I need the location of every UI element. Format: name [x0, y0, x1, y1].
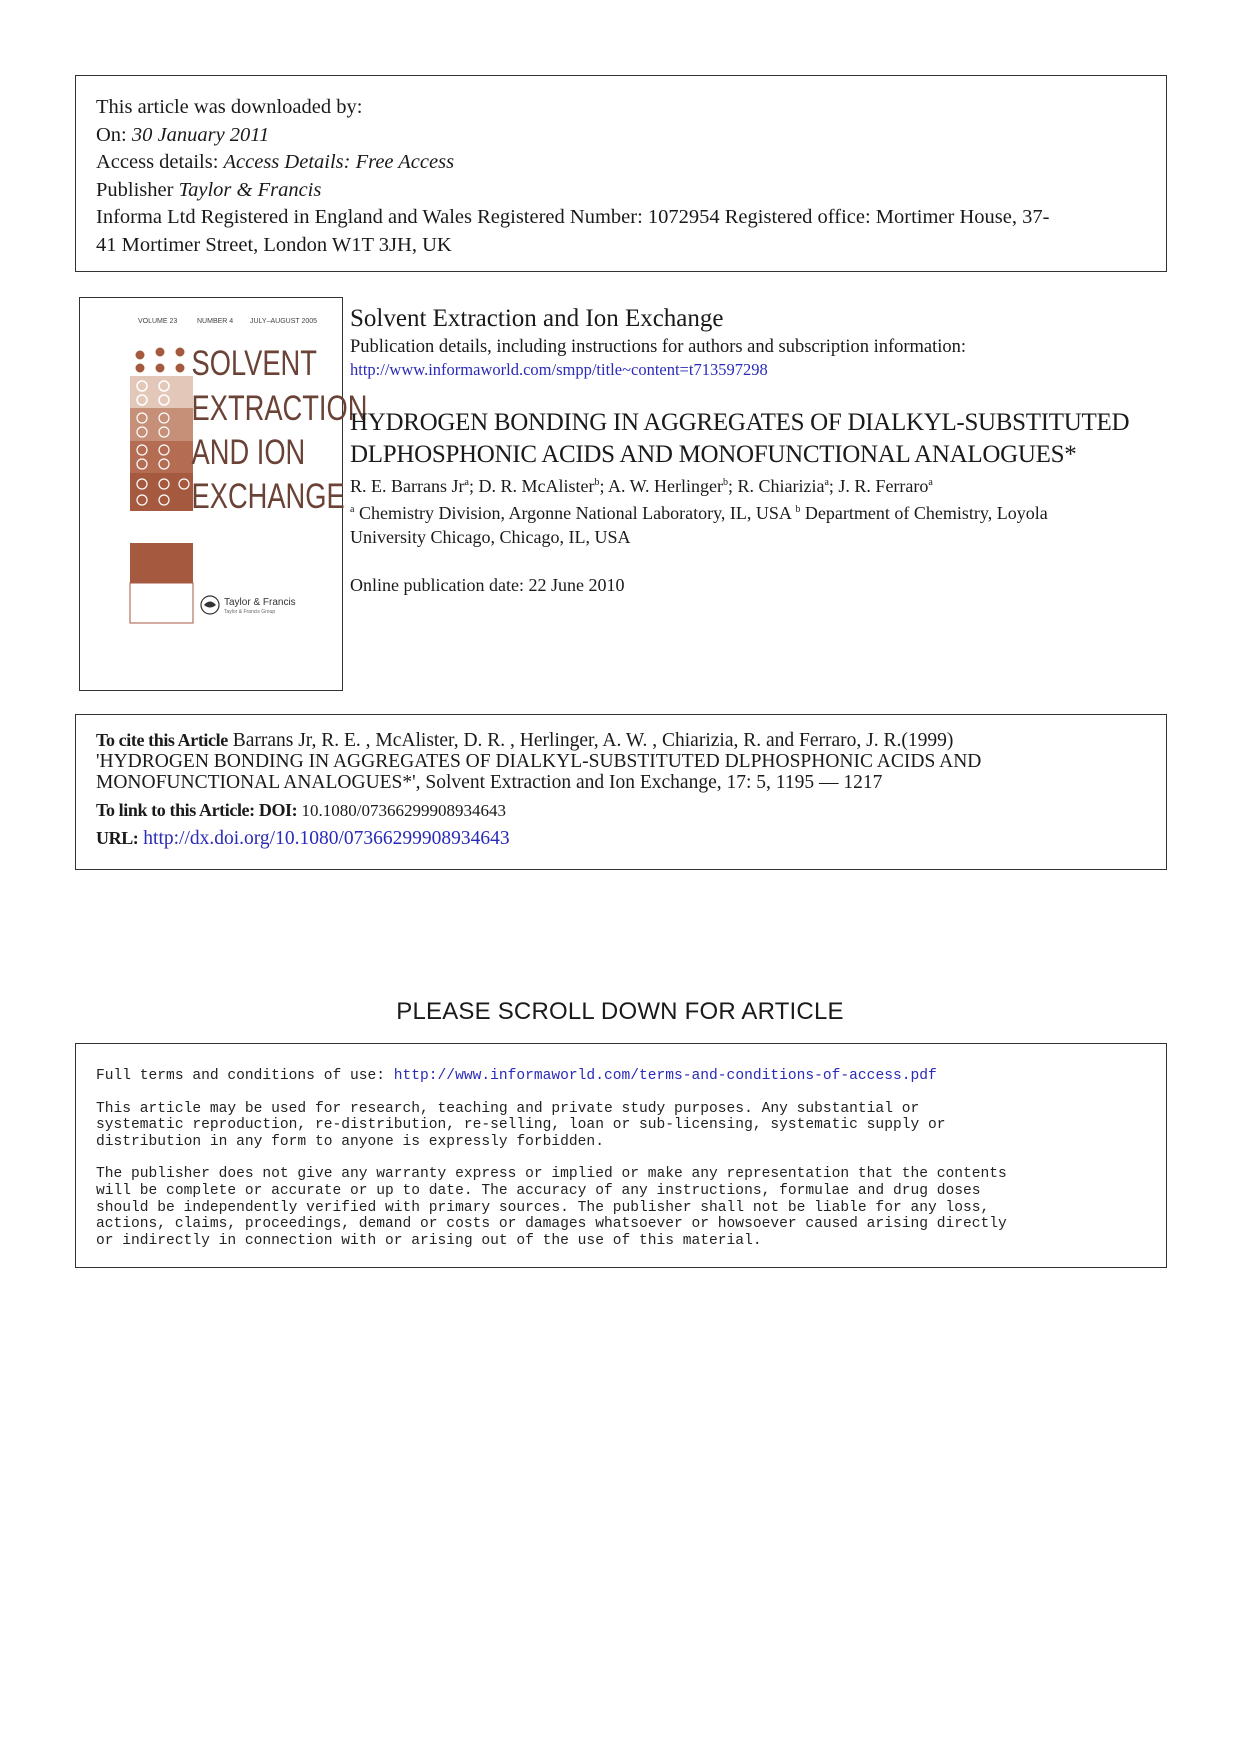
access-details-line: Access details: Access Details: Free Access: [96, 151, 455, 173]
cover-title-line-2: EXTRACTION: [191, 388, 368, 428]
terms-paragraph-2: The publisher does not give any warranty express or implied or make any representation that the contents will be complete or accurate or up to date. The accuracy of any instructions, formulae and drug doses should be independently verified with primary sources. The publisher shall not be liable for any loss, actions, claims, proceedings, demand or costs or damages whatsoever or howsoever caused arising directly or indirectly in connection with or arising out of the use of this material.: [96, 1166, 1007, 1249]
affiliation-b: Department of Chemistry, Loyola: [800, 503, 1048, 523]
article-title: [350, 407, 1170, 471]
download-date-line: On: 30 January 2011: [96, 123, 270, 146]
registration-line-1: Informa Ltd Registered in England and Wales Registered Number: 1072954 Registered office: Mortimer House, 37-: [96, 206, 1050, 228]
cite-text-line-2: 'HYDROGEN BONDING IN AGGREGATES OF DIALKYL-SUBSTITUTED DLPHOSPHONIC ACIDS AND: [96, 751, 982, 772]
author: D. R. McAlister: [478, 476, 595, 496]
author: R. E. Barrans Jr: [350, 476, 465, 496]
terms-paragraph-1: This article may be used for research, teaching and private study purposes. Any substantial or systematic reproduction, re-distribution, re-selling, loan or sub-licensing, systematic supply or distribution in any form to anyone is expressly forbidden.: [96, 1100, 946, 1150]
cite-text-line-3: MONOFUNCTIONAL ANALOGUES*', Solvent Extraction and Ion Exchange, 17: 5, 1195 — 1217: [96, 772, 883, 793]
article-title-line-1: HYDROGEN BONDING IN AGGREGATES OF DIALKYL-SUBSTITUTED: [350, 409, 1130, 436]
journal-cover-image: [79, 297, 368, 691]
affiliations: $^a$ Chemistry Division, Argonne National Laboratory, IL, USA $^b$ Department of Chemistry, Loyola University Chicago, Chicago, IL, USA: [350, 498, 1170, 549]
cover-issue-date: JULY–AUGUST 2005: [250, 318, 318, 325]
cover-publisher-logo-text: Taylor & Francis: [224, 597, 296, 608]
author: J. R. Ferraro: [838, 476, 929, 496]
terms-url-link[interactable]: http://www.informaworld.com/terms-and-conditions-of-access.pdf: [393, 1068, 937, 1084]
online-publication-date: Online publication date: 22 June 2010: [350, 575, 625, 595]
cover-number: NUMBER 4: [197, 318, 234, 325]
doi-line: [96, 800, 1146, 821]
downloaded-by-line: This article was downloaded by:: [96, 96, 363, 118]
cover-volume: VOLUME 23: [138, 318, 178, 325]
doi-url-link[interactable]: http://dx.doi.org/10.1080/07366299908934643: [143, 828, 510, 849]
article-title-line-2: DLPHOSPHONIC ACIDS AND MONOFUNCTIONAL ANALOGUES*: [350, 441, 1077, 468]
registration-line-2: 41 Mortimer Street, London W1T 3JH, UK: [96, 233, 452, 256]
author-list: R. E. Barrans Jr$^a$; D. R. McAlister$^b$; A. W. Herlinger$^b$; R. Chiarizia$^a$; J. R. Ferraro$^a$: [350, 476, 933, 496]
cite-text-line-1: To cite this Article Barrans Jr, R. E. , McAlister, D. R. , Herlinger, A. W. , Chiarizia, R. and Ferraro, J. R.(1999): [96, 730, 954, 751]
publisher-line: Publisher Taylor & Francis: [96, 178, 322, 201]
cite-label: To cite this Article: [96, 730, 228, 750]
cover-title-line-1: SOLVENT: [191, 343, 317, 383]
citation-box: [75, 714, 1167, 870]
publication-details: Publication details, including instructions for authors and subscription information:: [350, 337, 967, 357]
cover-publisher-logo-sub: Taylor & Francis Group: [224, 609, 276, 615]
journal-title: Solvent Extraction and Ion Exchange: [350, 305, 724, 332]
terms-box: [75, 1043, 1167, 1268]
doi-label: To link to this Article: DOI:: [96, 800, 298, 820]
article-info: [350, 303, 1170, 597]
publisher-name: Taylor & Francis: [178, 178, 322, 201]
affiliation-a: Chemistry Division, Argonne National Laboratory, IL, USA: [354, 503, 796, 523]
url-label: URL:: [96, 828, 139, 848]
cover-title-line-3: AND ION: [191, 432, 306, 472]
scroll-down-message: PLEASE SCROLL DOWN FOR ARTICLE: [396, 998, 844, 1025]
author: R. Chiarizia: [737, 476, 825, 496]
doi-value: 10.1080/07366299908934643: [297, 801, 506, 820]
url-line: [96, 828, 1146, 849]
download-date: 30 January 2011: [131, 123, 270, 146]
access-details: Access Details: Free Access: [223, 151, 455, 173]
terms-url-line: Full terms and conditions of use: http://www.informaworld.com/terms-and-conditions-of-access.pdf: [96, 1068, 937, 1084]
affiliation-b-cont: University Chicago, Chicago, IL, USA: [350, 527, 631, 547]
journal-url-link[interactable]: http://www.informaworld.com/smpp/title~content=t713597298: [350, 360, 768, 379]
cover-art: [80, 298, 368, 689]
cover-title-line-4: EXCHANGE: [191, 476, 345, 516]
author: A. W. Herlinger: [607, 476, 723, 496]
download-notice-box: [75, 75, 1167, 272]
